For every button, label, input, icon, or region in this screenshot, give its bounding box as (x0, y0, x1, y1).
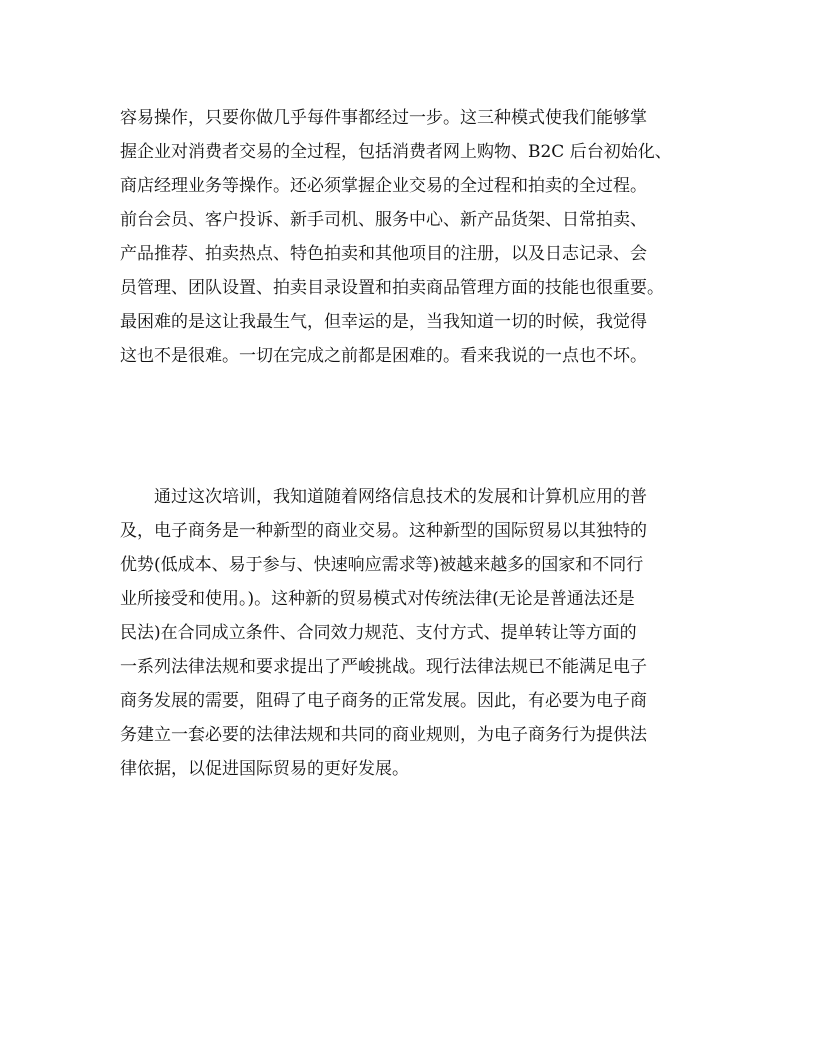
paragraph-2-line: 及，电子商务是一种新型的商业交易。这种新型的国际贸易以其独特的 (120, 521, 647, 541)
paragraph-2-line: 律依据，以促进国际贸易的更好发展。 (120, 759, 409, 779)
paragraph-2-line: 一系列法律法规和要求提出了严峻挑战。现行法律法规已不能满足电子 (120, 657, 647, 677)
paragraph-2-line: 优势(低成本、易于参与、快速响应需求等)被越来越多的国家和不同行 (120, 555, 644, 575)
paragraph-1-line: 握企业对消费者交易的全过程，包括消费者网上购物、B2C 后台初始化、 (120, 142, 672, 162)
paragraph-2 (120, 480, 700, 786)
paragraph-1-line: 这也不是很难。一切在完成之前都是困难的。看来我说的一点也不坏。 (120, 346, 647, 366)
paragraph-1 (120, 101, 700, 373)
paragraph-2-line: 务建立一套必要的法律法规和共同的商业规则，为电子商务行为提供法 (120, 725, 647, 745)
paragraph-1-line: 产品推荐、拍卖热点、特色拍卖和其他项目的注册，以及日志记录、会 (120, 244, 647, 264)
paragraph-1-line: 员管理、团队设置、拍卖目录设置和拍卖商品管理方面的技能也很重要。 (120, 278, 664, 298)
paragraph-1-line: 商店经理业务等操作。还必须掌握企业交易的全过程和拍卖的全过程。 (120, 176, 647, 196)
paragraph-1-line: 最困难的是这让我最生气，但幸运的是，当我知道一切的时候，我觉得 (120, 312, 647, 332)
paragraph-2-line: 通过这次培训，我知道随着网络信息技术的发展和计算机应用的普 (120, 487, 647, 507)
paragraph-1-line: 容易操作，只要你做几乎每件事都经过一步。这三种模式使我们能够掌 (120, 108, 647, 128)
paragraph-2-line: 民法)在合同成立条件、合同效力规范、支付方式、提单转让等方面的 (120, 623, 637, 643)
paragraph-1-line: 前台会员、客户投诉、新手司机、服务中心、新产品货架、日常拍卖、 (120, 210, 647, 230)
paragraph-2-line: 商务发展的需要，阻碍了电子商务的正常发展。因此，有必要为电子商 (120, 691, 647, 711)
paragraph-2-line: 业所接受和使用。)。这种新的贸易模式对传统法律(无论是普通法还是 (120, 589, 635, 609)
